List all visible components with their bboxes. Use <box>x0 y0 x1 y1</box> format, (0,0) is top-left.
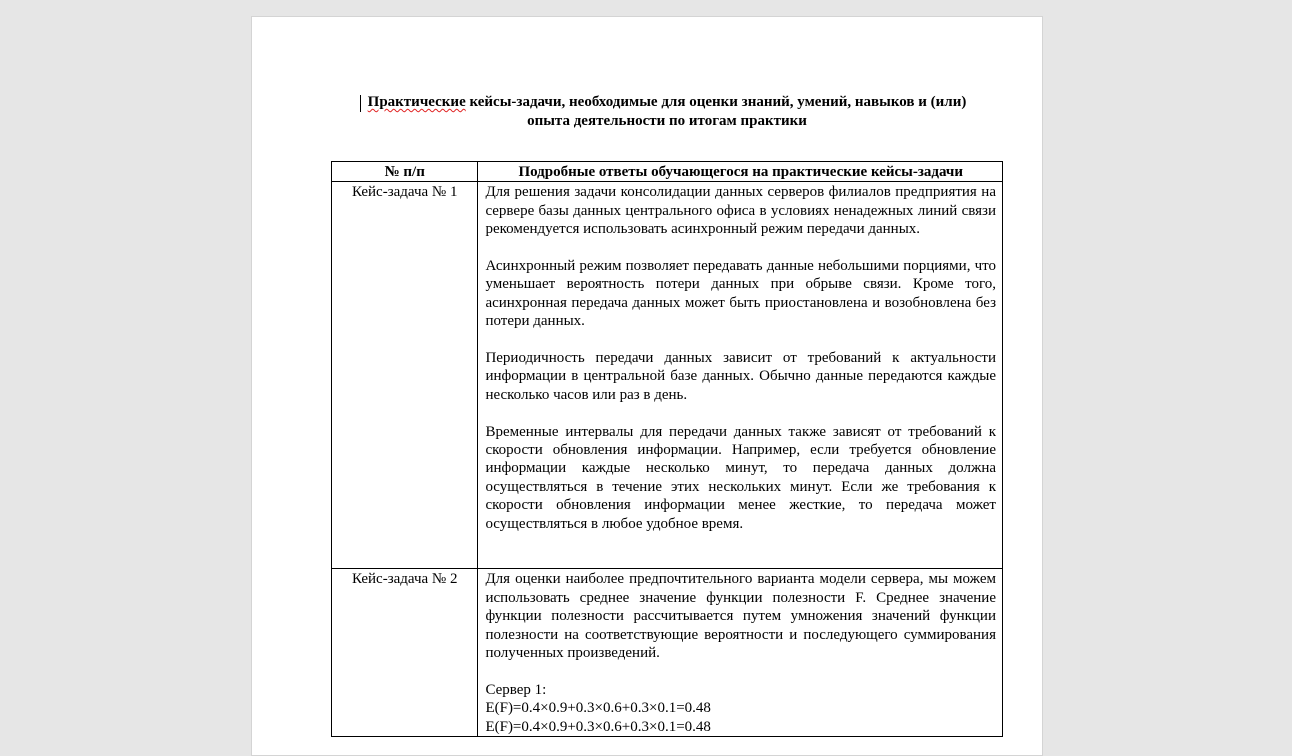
text-line: Сервер 1: <box>485 681 547 698</box>
paragraph: Для решения задачи консолидации данных серверов филиалов предприятия на сервере базы данных центрального офиса в условиях ненадежных линий связи рекомендуется использовать асинхронный режим передачи данных. <box>485 184 996 238</box>
text-line: E(F)=0.4×0.9+0.3×0.6+0.3×0.1=0.48 <box>485 718 711 735</box>
paragraph: Периодичность передачи данных зависит от требований к актуальности информации в центральной базе данных. Обычно данные передаются каждые несколько часов или раз в день. <box>485 350 996 403</box>
answer-cell[interactable] <box>478 569 1003 737</box>
title-line-2: опыта деятельности по итогам практики <box>527 113 807 129</box>
title-line-1-text: кейсы-задачи, необходимые для оценки знаний, умений, навыков и (или) <box>465 94 967 110</box>
paragraph: Для оценки наиболее предпочтительного варианта модели сервера, мы можем использовать среднее значение функции полезности F. Среднее значение функции полезности рассчитывается путем умножения значений функции полезности на соответствующие вероятности и последующего суммирования полученных произведений. <box>485 571 996 662</box>
title-line-1 <box>331 93 1003 112</box>
paragraph: Асинхронный режим позволяет передавать данные небольшими порциями, что уменьшает вероятность потери данных при обрыве связи. Кроме того, асинхронная передача данных может быть приостановлена и возобновлена без потери данных. <box>485 258 996 330</box>
paragraph: Временные интервалы для передачи данных также зависят от требований к скорости обновления информации. Например, если требуется обновление информации каждые несколько минут, то передача данных должна осуществляться в течение этих нескольких минут. Если же требования к скорости обновления информации менее жесткие, то передача может осуществляться в любое удобное время. <box>485 423 996 532</box>
row-label: Кейс-задача № 2 <box>332 569 478 737</box>
row-label: Кейс-задача № 1 <box>332 182 478 569</box>
header-number: № п/п <box>332 162 478 182</box>
spellcheck-word[interactable]: Практические <box>367 94 466 110</box>
table-header-row <box>332 162 1003 182</box>
document-page[interactable] <box>251 16 1043 756</box>
text-line: E(F)=0.4×0.9+0.3×0.6+0.3×0.1=0.48 <box>485 700 711 717</box>
header-answers: Подробные ответы обучающегося на практические кейсы-задачи <box>478 162 1003 182</box>
table-row[interactable] <box>332 569 1003 737</box>
document-title[interactable] <box>331 93 1003 131</box>
answer-cell[interactable] <box>478 182 1003 569</box>
cases-table[interactable] <box>331 161 1003 737</box>
table-row[interactable] <box>332 182 1003 569</box>
